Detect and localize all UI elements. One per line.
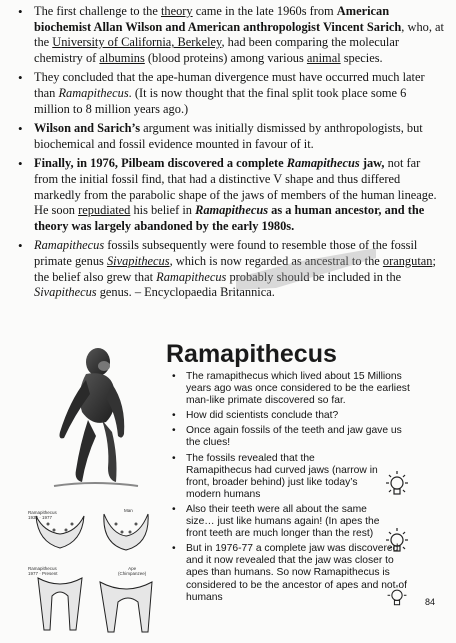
text-run: Sivapithecus: [106, 253, 170, 268]
text-run: , who, at the: [34, 19, 444, 50]
slide-bullets: [172, 371, 412, 607]
text-run: fossils subsequently were found to resemble those of the fossil primate genus: [34, 238, 418, 268]
text-run: Finally, in 1976, Pilbeam discovered a complete: [34, 156, 287, 171]
text-run: orangutan: [382, 253, 433, 268]
text-run: (blood proteins) among various: [144, 50, 307, 65]
text-run: jaw,: [359, 156, 385, 171]
text-run: albumins: [99, 50, 145, 65]
slide-title: Ramapithecus: [166, 340, 337, 368]
text-run: his belief in: [130, 203, 196, 218]
lightbulb-icon: [385, 584, 409, 610]
text-run: theory: [160, 4, 193, 18]
text-run: The first challenge to the: [34, 4, 161, 18]
article-paragraph: [16, 121, 444, 152]
text-run: not far from the initial fossil find, that had a distinctive V shape and thus differed markedly from the parabolic shape of the jaws of members of the human lineage. He soon: [34, 156, 437, 218]
article-paragraph: [16, 156, 444, 234]
text-run: , which is now regarded as ancestral to the: [169, 253, 383, 268]
text-run: Ramapithecus: [286, 156, 360, 171]
ramapithecus-figure: [34, 340, 144, 490]
text-run: ; the belief also grew that: [34, 253, 436, 284]
text-run: , had been comparing the molecular chemistry of: [34, 35, 399, 65]
article-bullets: [16, 4, 444, 305]
slide-bullet: • How did scientists conclude that?: [172, 410, 412, 422]
slide-bullet: • Also their teeth were all about the same size… just like humans again! (In apes the front teeth are much longer than the rest): [172, 504, 412, 540]
figure-label: Ramapithecus 1977 · Present: [28, 566, 58, 576]
text-run: probably should be included in the: [226, 269, 402, 284]
text-run: They concluded that the ape-human divergence must have occurred much later than: [34, 70, 425, 100]
text-run: Ramapithecus: [58, 85, 129, 100]
text-run: species.: [340, 50, 383, 65]
slide-bullet: • Once again fossils of the teeth and jaw gave us the clues!: [172, 425, 412, 449]
text-run: Ramapithecus: [195, 203, 269, 218]
text-run: Sivapithecus: [34, 285, 97, 300]
lightbulb-icon: [383, 470, 411, 500]
lightbulb-icon: [383, 527, 411, 557]
text-run: Ramapithecus: [156, 269, 227, 284]
text-run: Wilson and Sarich’s: [34, 121, 141, 136]
slide-bullet: • The ramapithecus which lived about 15 Millions years ago was once considered to be the earliest man-like primate discovered so far.: [172, 371, 412, 407]
text-run: animal: [306, 50, 341, 65]
text-run: repudiated: [78, 203, 131, 218]
article-paragraph: [16, 238, 444, 300]
page-number: 84: [425, 597, 436, 607]
article-paragraph: [16, 4, 444, 66]
text-run: . (It is now thought that the final split took place some 6 million to 8 million years ago.): [34, 85, 407, 116]
text-run: Ramapithecus: [34, 238, 105, 253]
text-run: argument was initially dismissed by anthropologists, but biochemical and fossil evidence mounted in favour of it.: [34, 121, 423, 151]
text-run: American biochemist Allan Wilson and American anthropologist Vincent Sarich: [34, 4, 402, 34]
scan-smudge: [236, 248, 376, 290]
slide-bullet: • But in 1976-77 a complete jaw was discovered and it now revealed that the jaw was closer to apes than humans. So now Ramapithecus is considered to be the ancestor of apes and not of humans: [172, 543, 412, 603]
figure-label: Ape (Chimpanzee): [118, 566, 147, 576]
text-run: University of California, Berkeley: [52, 35, 222, 50]
slide-bullet: • The fossils revealed that the Ramapithecus had curved jaws (narrow in front, broader behind) just like today’s modern humans: [172, 453, 412, 501]
figure-label: Ramapithecus 1932 · 1977: [28, 510, 57, 520]
figure-label: Man: [124, 508, 133, 513]
text-run: as a human ancestor, and the theory was largely abandoned by the early 1980s.: [34, 203, 425, 233]
text-run: came in the late 1960s from: [192, 4, 337, 18]
article-paragraph: [16, 70, 444, 117]
text-run: genus. – Encyclopaedia Britannica.: [96, 285, 275, 300]
